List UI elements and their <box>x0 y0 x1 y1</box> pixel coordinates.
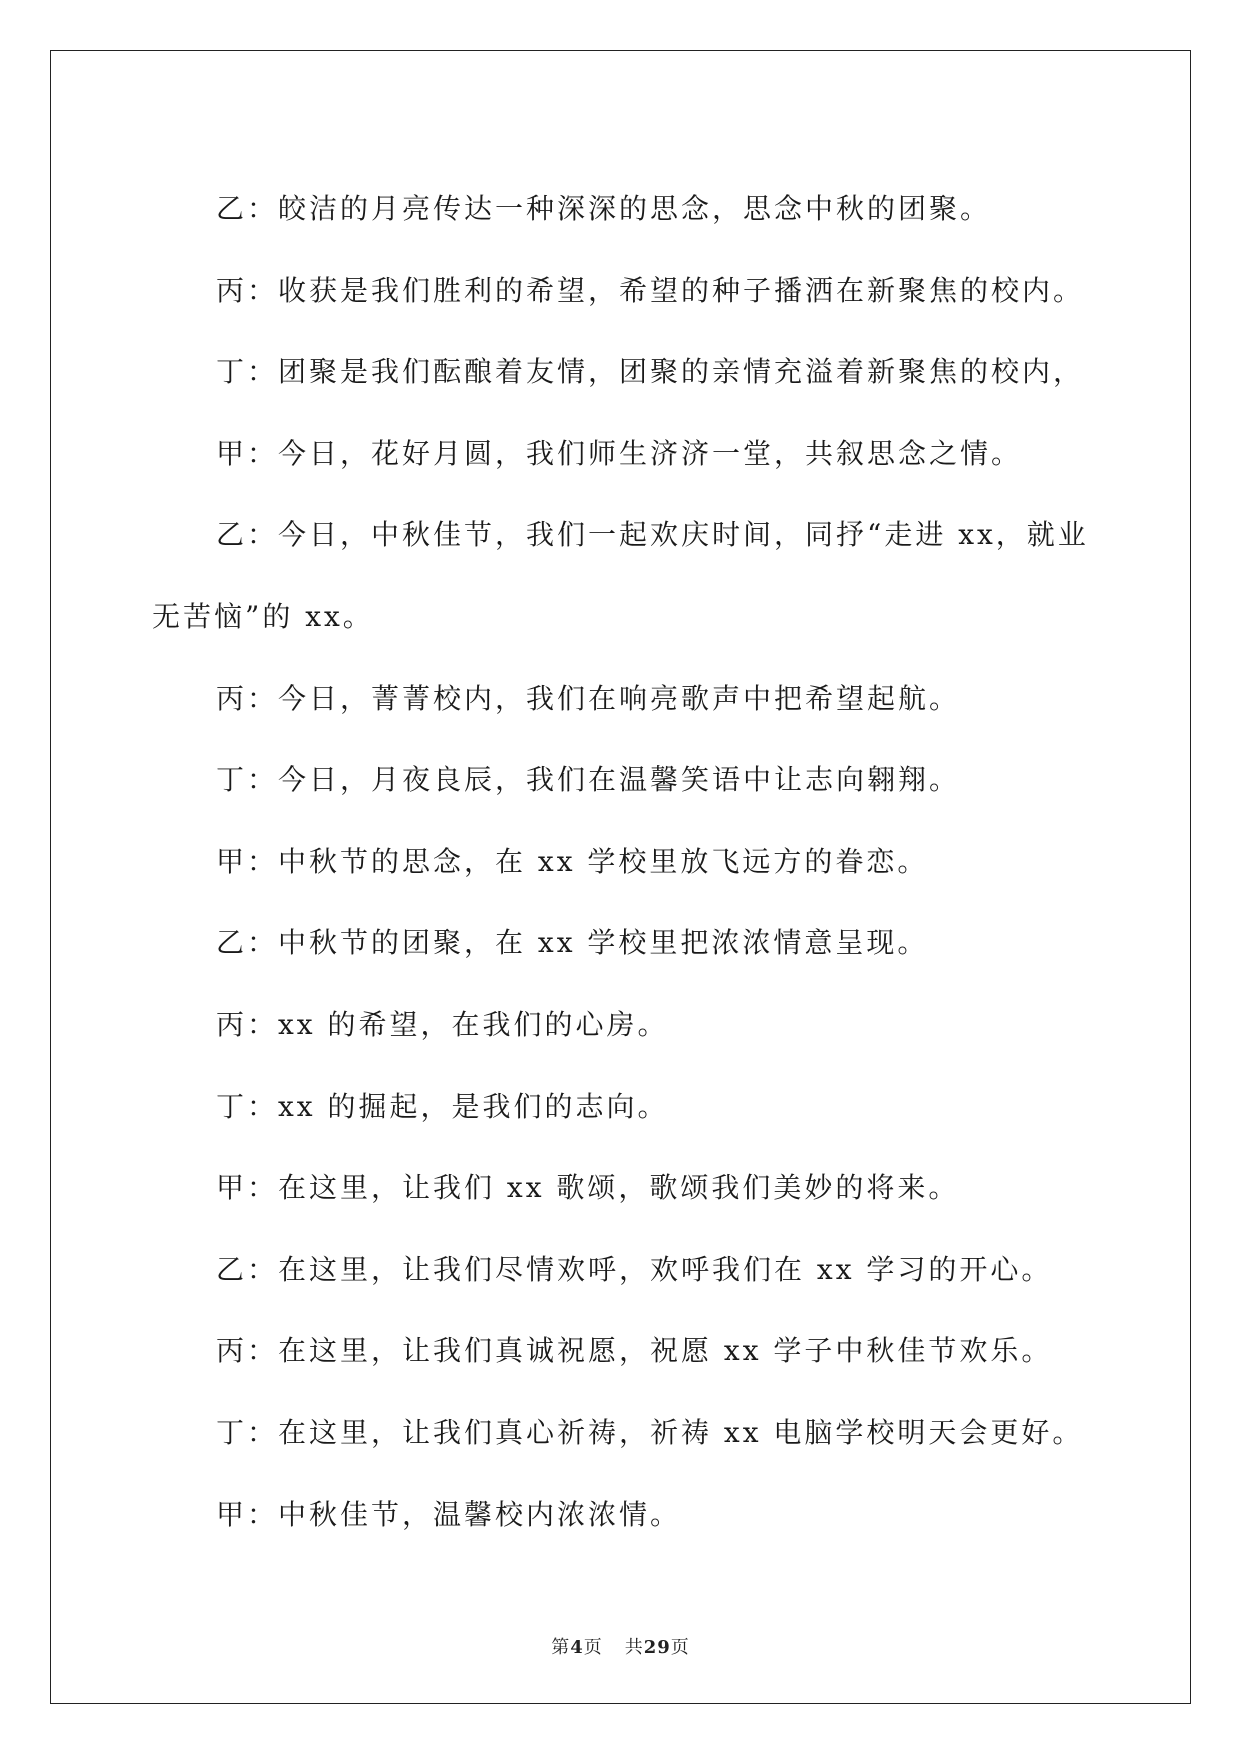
dialogue-line: 丙：在这里，让我们真诚祝愿，祝愿 xx 学子中秋佳节欢乐。 <box>216 1334 1053 1368</box>
dialogue-line: 丙：xx 的希望，在我们的心房。 <box>216 1007 669 1041</box>
document-body <box>152 168 1092 1555</box>
dialogue-line: 乙：皎洁的月亮传达一种深深的思念，思念中秋的团聚。 <box>216 192 992 225</box>
total-label-suffix: 页 <box>670 1637 690 1658</box>
dialogue-line: 丙：收获是我们胜利的希望，希望的种子播洒在新聚焦的校内。 <box>216 273 1085 307</box>
dialogue-line: 丁：今日，月夜良辰，我们在温馨笑语中让志向翱翔。 <box>216 763 961 797</box>
page-label-suffix: 页 <box>583 1637 603 1658</box>
dialogue-line: 甲：中秋节的思念，在 xx 学校里放飞远方的眷恋。 <box>216 844 929 878</box>
dialogue-line: 乙：中秋节的团聚，在 xx 学校里把浓浓情意呈现。 <box>216 926 929 960</box>
dialogue-line: 甲：在这里，让我们 xx 歌颂，歌颂我们美妙的将来。 <box>216 1171 960 1205</box>
dialogue-line: 丁：xx 的掘起，是我们的志向。 <box>216 1089 669 1123</box>
total-page-count: 29 <box>643 1637 671 1658</box>
page-label-prefix: 第 <box>551 1637 571 1658</box>
total-label-prefix: 共 <box>624 1637 644 1658</box>
dialogue-line: 丙：今日，菁菁校内，我们在响亮歌声中把希望起航。 <box>216 681 961 715</box>
current-page-number: 4 <box>570 1637 584 1658</box>
dialogue-line: 丁：在这里，让我们真心祈祷，祈祷 xx 电脑学校明天会更好。 <box>216 1415 1084 1449</box>
dialogue-line: 甲：中秋佳节，温馨校内浓浓情。 <box>216 1497 682 1531</box>
dialogue-line: 甲：今日，花好月圆，我们师生济济一堂，共叙思念之情。 <box>216 436 1023 470</box>
page-footer <box>0 1633 1241 1659</box>
dialogue-line: 乙：在这里，让我们尽情欢呼，欢呼我们在 xx 学习的开心。 <box>216 1252 1053 1286</box>
dialogue-line: 丁：团聚是我们酝酿着友情，团聚的亲情充溢着新聚焦的校内， <box>216 355 1085 389</box>
dialogue-line: 乙：今日，中秋佳节，我们一起欢庆时间，同抒“走进 xx，就业无苦恼”的 xx。 <box>152 518 1089 633</box>
